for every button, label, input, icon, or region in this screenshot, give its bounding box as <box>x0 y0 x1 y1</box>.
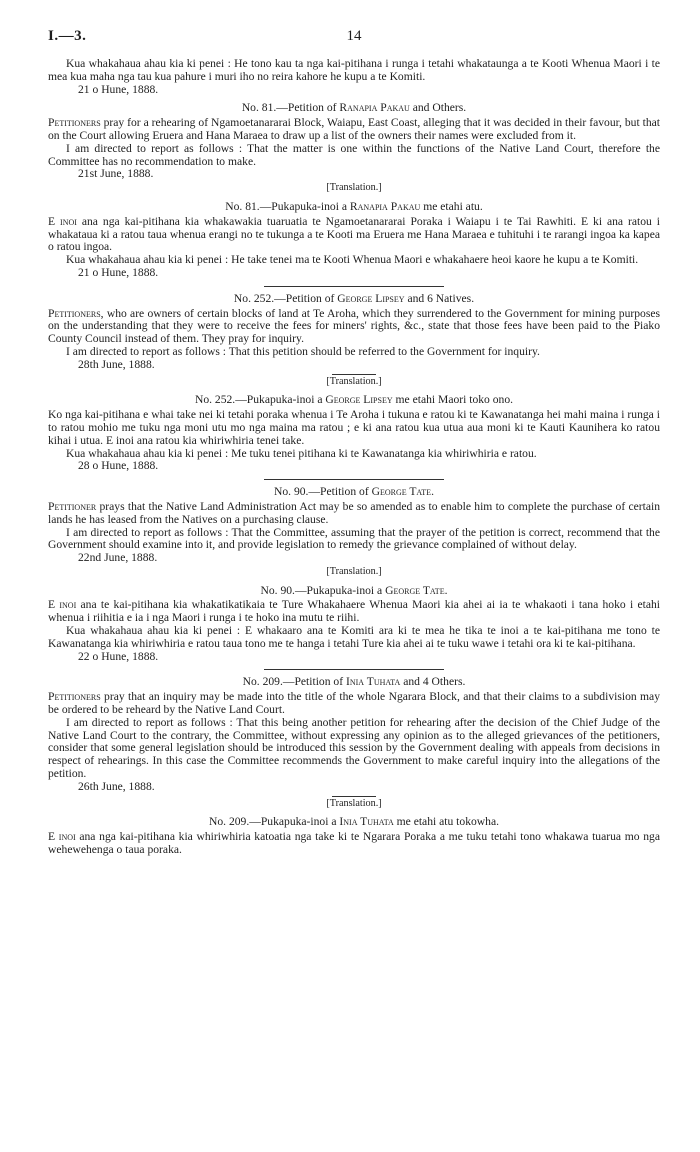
petition-90-date: 22nd June, 1888. <box>78 551 158 565</box>
petition-252-maori-date: 28 o Hune, 1888. <box>78 459 159 473</box>
petition-209-report: I am directed to report as follows : That this being another petition for rehearing after the decision of the Chief Judge of the Native Land Court to the contrary, the Committee, without expressing any opinion as to the alleged grievances of the petitioners, consider that some general legislation should be introduced this session by the Government dealing with appeals from decisions in respect of rehearings. In this case the Committee recommends the Government to make careful inquiry into the allegations of the petition. <box>48 715 660 781</box>
section-divider <box>264 479 444 480</box>
petition-252-maori-title: No. 252.—Pukapuka-inoi a George Lipsey me etahi Maori toko ono. <box>194 393 514 407</box>
page-header <box>48 30 660 58</box>
translation-label: [Translation.] <box>326 182 382 194</box>
translation-divider <box>332 374 376 375</box>
translation-label: [Translation.] <box>326 375 382 387</box>
petition-90-maori-title: No. 90.—Pukapuka-inoi a George Tate. <box>260 583 448 597</box>
petition-81-maori-date: 21 o Hune, 1888. <box>78 265 159 279</box>
petition-81-report: I am directed to report as follows : That the matter is one within the functions of the Native Land Court, therefore the Committee has no recommendation to make. <box>48 141 660 168</box>
petition-209-maori-title: No. 209.—Pukapuka-inoi a Inia Tuhata me etahi atu tokowha. <box>208 815 500 829</box>
petition-90-title: No. 90.—Petition of George Tate. <box>274 485 434 499</box>
petition-81-maori-report: Kua whakahaua ahau kia ki penei : He take tenei ma te Kooti Whenua Maori e whakahaere heoi kaore he kupu a te Komiti. <box>66 253 639 267</box>
petition-252-maori-report: Kua whakahaua ahau kia ki penei : Me tuku tenei pitihana ki te Kawanatanga kia whiriwhiria e ratou. <box>66 446 537 460</box>
petition-81-prayer: Petitioners pray for a rehearing of Ngamoetanararai Block, Waiapu, East Coast, alleging that it was decided in their favour, but that on the Court allowing Eruera and Hana Maraea to draw up a list of the owners their names were excluded from it. <box>48 116 660 142</box>
petition-252-report: I am directed to report as follows : That this petition should be referred to the Government for inquiry. <box>66 344 540 358</box>
petition-81-maori-title: No. 81.—Pukapuka-inoi a Ranapia Pakau me etahi atu. <box>225 199 483 213</box>
petition-90-maori-date: 22 o Hune, 1888. <box>78 649 159 663</box>
petition-90-report: I am directed to report as follows : That the Committee, assuming that the prayer of the petition is correct, recommend that the Government should examine into it, and provide legislation to remedy the grievance complained of without delay. <box>48 525 660 552</box>
petition-209-maori-prayer: E inoi ana nga kai-pitihana kia whiriwhiria katoatia nga take ki te Ngarara Poraka a me tuku tetahi tono whakawa tuarua mo nga wehewehenga o taua poraka. <box>48 830 660 857</box>
translation-divider <box>332 796 376 797</box>
section-divider <box>264 286 444 287</box>
section-divider <box>264 669 444 670</box>
petition-252-prayer: Petitioners, who are owners of certain blocks of land at Te Aroha, which they surrendered to the Government for mining purposes on the understanding that they were to receive the fees for miners' rights, &c., state that those fees have been paid to the Piako County Council instead of them. They pray for inquiry. <box>48 306 660 346</box>
petition-81-date: 21st June, 1888. <box>78 167 154 181</box>
petition-209-date: 26th June, 1888. <box>78 779 155 793</box>
petition-90-maori-report: Kua whakahaua ahau kia ki penei : E whakaaro ana te Komiti ara ki te mea he tika te inoi a te kai-pitihana me tono te Kawanatanga kia whiriwhiria e ratou taua tono me te hanga i tetahi Ture kia ahei ai te tuku wawe i tetahi ora ki te kai-pitihana. <box>48 624 660 650</box>
petition-209-prayer: Petitioners pray that an inquiry may be made into the title of the whole Ngarara Block, and that their claims to a subdivision may be ordered to be reheard by the Native Land Court. <box>48 690 660 717</box>
petition-81-title: No. 81.—Petition of Ranapia Pakau and Others. <box>241 101 467 115</box>
translation-label: [Translation.] <box>326 797 382 809</box>
page-number: 14 <box>346 28 362 44</box>
petition-90-maori-prayer: E inoi ana te kai-pitihana kia whakatikatikaia te Ture Whakahaere Whenua Maori kia ahei ai ia te whakaoti i tana hoko i etahi whenua i riihitia e ia i nga Maori i runga i te hoko ina mutu te riihi. <box>48 598 660 625</box>
petition-209-title: No. 209.—Petition of Inia Tuhata and 4 Others. <box>242 675 466 689</box>
translation-label: [Translation.] <box>326 565 382 577</box>
petition-90-prayer: Petitioner prays that the Native Land Administration Act may be so amended as to enable him to complete the purchase of certain lands he has leased from the Natives on a purchasing clause. <box>48 499 660 526</box>
petition-252-date: 28th June, 1888. <box>78 357 155 371</box>
petition-252-title: No. 252.—Petition of George Lipsey and 6 Natives. <box>233 291 475 305</box>
petition-81-maori-prayer: E inoi ana nga kai-pitihana kia whakawakia tuaruatia te Ngamoetanararai Poraka i Waiapu i te Tai Rawhiti. E ki ana ratou i whakataua ki a ratou taua whenua erangi no te tukunga a te Kooti ma Eruera me Hana Maraea e tuhituhi i te rarangi ingoa ka kapea o ratou ingoa. <box>48 214 660 254</box>
document-reference: I.—3. <box>48 28 87 44</box>
petition-252-maori-prayer: Ko nga kai-pitihana e whai take nei ki tetahi poraka whenua i Te Aroha i tukuna e ratou ki te Kawanatanga hei mahi maina i runga i to ratou mohio me tuku nga moni utu mo nga maina ma ratou ; e ki ana ratou kua utua aua moni ki te Kauti Kaunihera ko ratou kihai i utua. E inoi ana ratou kia whiriwhiria tenei take. <box>48 408 660 447</box>
intro-date: 21 o Hune, 1888. <box>78 82 159 96</box>
intro-paragraph: Kua whakahaua ahau kia ki penei : He tono kau ta nga kai-pitihana i runga i tetahi whakataunga a te Kooti Whenua Maori i te mea kua maha nga tau kua pahure i muri iho no reira kahore he kupu a te Komiti. <box>48 57 660 83</box>
